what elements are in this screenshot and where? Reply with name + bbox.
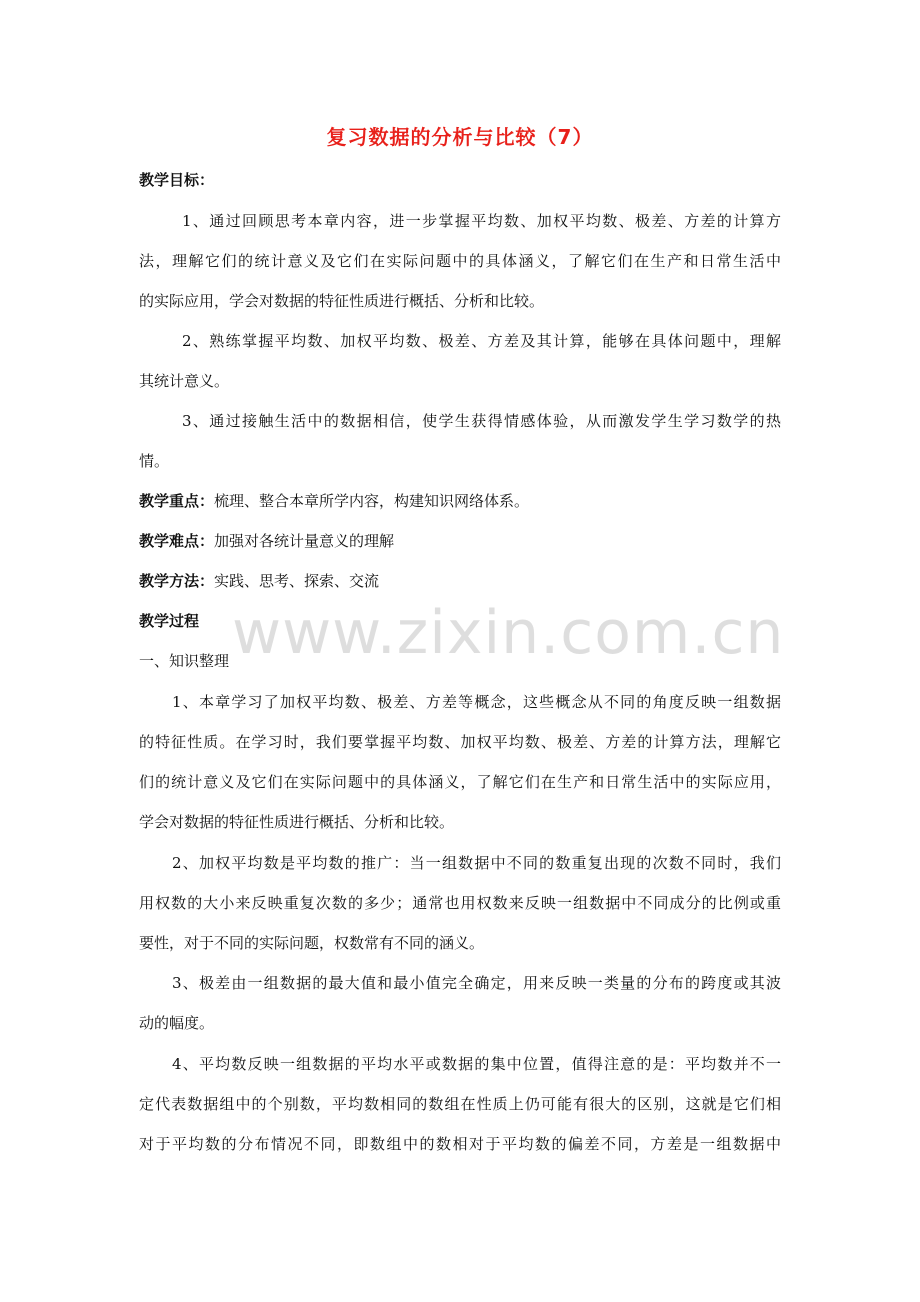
section-1-heading: 一、知识整理 — [139, 652, 230, 670]
para-1-line-3: 们的统计意义及它们在实际问题中的具体涵义，了解它们在生产和日常生活中的实际应用， — [139, 773, 781, 791]
objective-1-line-3: 的实际应用，学会对数据的特征性质进行概括、分析和比较。 — [139, 292, 545, 310]
para-3-line-1: 3、极差由一组数据的最大值和最小值完全确定，用来反映一类量的分布的跨度或其波 — [172, 974, 781, 992]
para-4-line-1: 4、平均数反映一组数据的平均水平或数据的集中位置，值得注意的是：平均数并不一 — [172, 1055, 781, 1073]
key-points — [139, 491, 781, 511]
para-2-line-1: 2、加权平均数是平均数的推广：当一组数据中不同的数重复出现的次数不同时，我们 — [172, 854, 781, 872]
methods-label: 教学方法： — [139, 572, 215, 590]
para-2-line-2: 用权数的大小来反映重复次数的多少；通常也用权数来反映一组数据中不同成分的比例或重 — [139, 894, 781, 912]
difficulties-text: 加强对各统计量意义的理解 — [214, 532, 395, 550]
process-heading: 教学过程 — [139, 612, 200, 630]
para-4-line-3: 对于平均数的分布情况不同，即数组中的数相对于平均数的偏差不同，方差是一组数据中 — [139, 1135, 781, 1153]
para-1-line-4: 学会对数据的特征性质进行概括、分析和比较。 — [139, 813, 455, 831]
objective-2-line-2: 其统计意义。 — [139, 372, 230, 390]
para-1-line-1: 1、本章学习了加权平均数、极差、方差等概念，这些概念从不同的角度反映一组数据 — [172, 693, 781, 711]
objective-1-line-2: 法，理解它们的统计意义及它们在实际问题中的具体涵义，了解它们在生产和日常生活中 — [139, 252, 781, 270]
methods — [139, 571, 781, 591]
para-4-line-2: 定代表数据组中的个别数，平均数相同的数组在性质上仍可能有很大的区别，这就是它们相 — [139, 1095, 781, 1113]
para-2-line-3: 要性，对于不同的实际问题，权数常有不同的涵义。 — [139, 934, 485, 952]
watermark: www.zixin.com.cn — [232, 598, 785, 668]
objective-1-line-1: 1、通过回顾思考本章内容，进一步掌握平均数、加权平均数、极差、方差的计算方 — [182, 212, 781, 230]
objective-2-line-1: 2、熟练掌握平均数、加权平均数、极差、方差及其计算，能够在具体问题中，理解 — [182, 332, 781, 350]
key-points-label: 教学重点： — [139, 492, 215, 510]
objectives-heading: 教学目标： — [139, 171, 215, 189]
methods-text: 实践、思考、探索、交流 — [214, 572, 380, 590]
key-points-text: 梳理、整合本章所学内容，构建知识网络体系。 — [214, 492, 530, 510]
objective-3-line-1: 3、通过接触生活中的数据相信，使学生获得情感体验，从而激发学生学习数学的热 — [182, 412, 781, 430]
objective-3-line-2: 情。 — [139, 452, 170, 470]
para-3-line-2: 动的幅度。 — [139, 1014, 215, 1032]
difficulties — [139, 531, 781, 551]
para-1-line-2: 的特征性质。在学习时，我们要掌握平均数、加权平均数、极差、方差的计算方法，理解它 — [139, 733, 781, 751]
page-title: 复习数据的分析与比较（7） — [326, 125, 594, 149]
difficulties-label: 教学难点： — [139, 532, 215, 550]
